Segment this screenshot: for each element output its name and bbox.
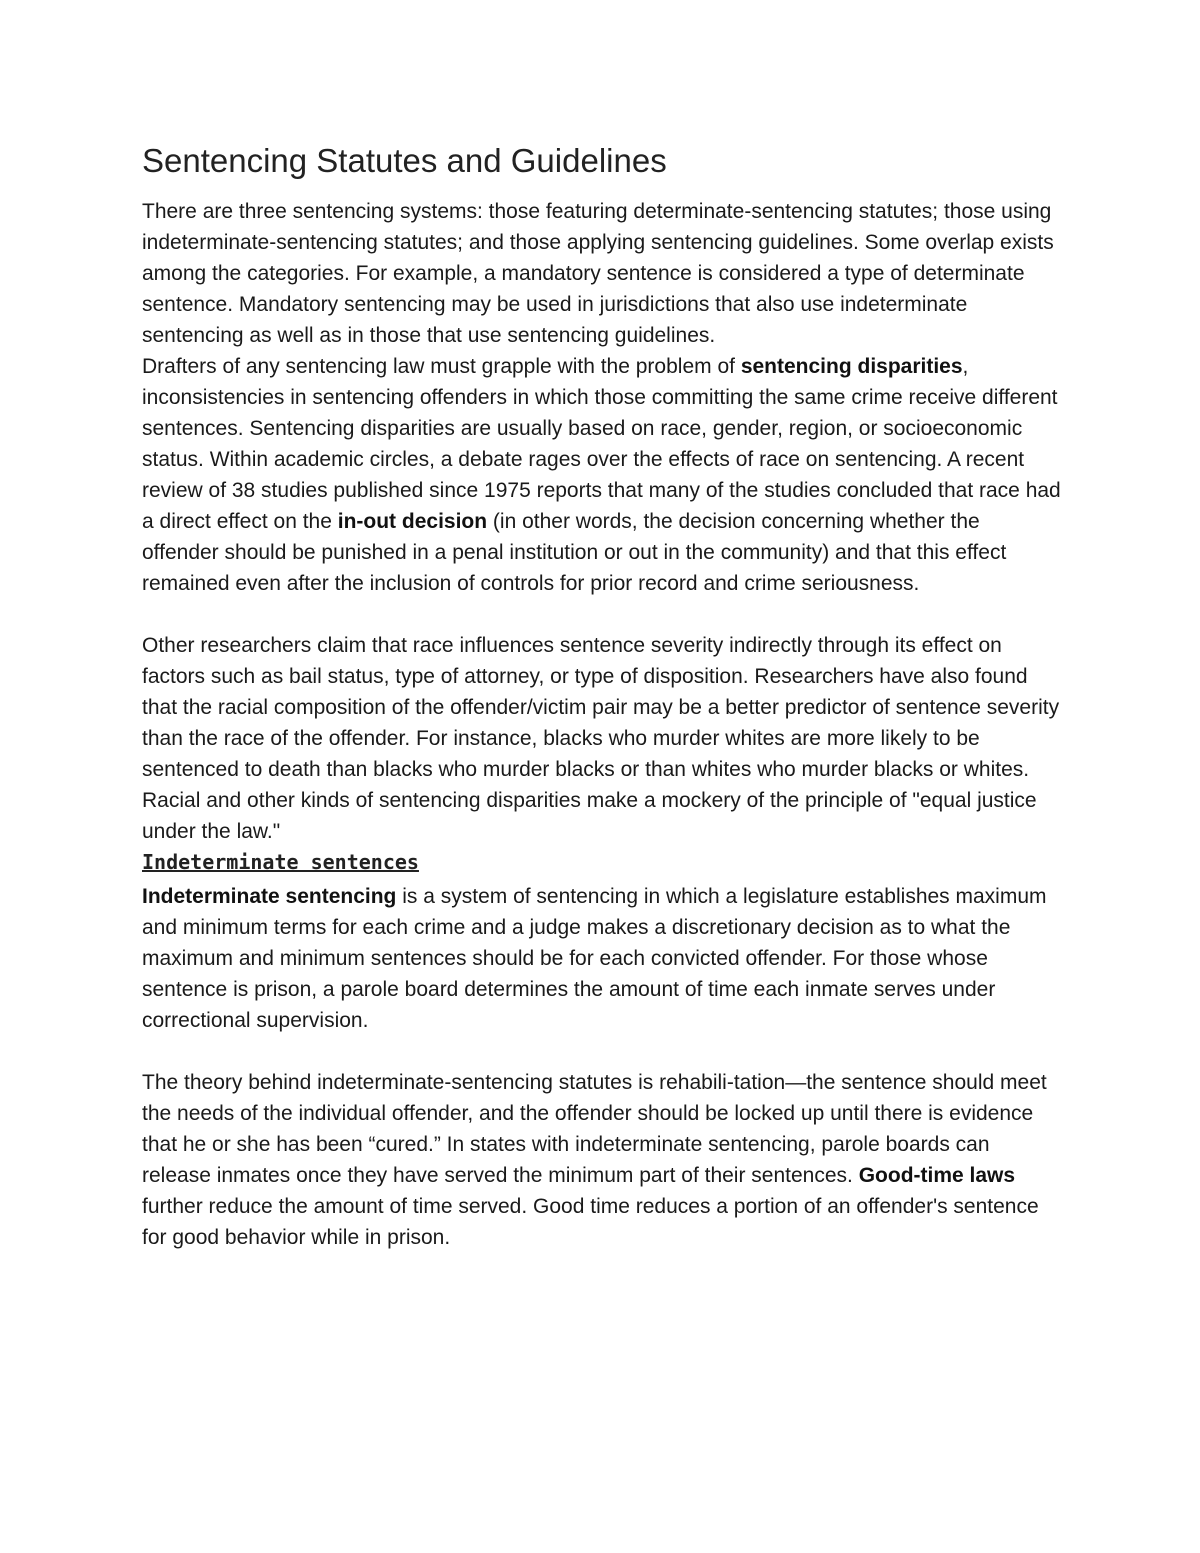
section-heading-indeterminate: Indeterminate sentences: [142, 850, 419, 874]
paragraph-indeterminate-definition: [142, 881, 1062, 1036]
term-sentencing-disparities: sentencing disparities: [740, 355, 963, 378]
paragraph-sentencing-systems: There are three sentencing systems: those featuring determinate-sentencing statutes; those using indeterminate-sentencing statutes; and those applying sentencing guidelines. Some overlap exists among the categories. For example, a mandatory sentence is considered a type of determinate sentence. Mandatory sentencing may be used in jurisdictions that also use indeterminate sentencing as well as in those that use sentencing guidelines.: [142, 200, 1054, 347]
text-run: (in other words, the decision concerning whether the offender should be punished in a penal institution or out in the community) and that this effect remained even after the inclusion of controls for prior record and crime seriousness.: [142, 510, 1007, 595]
term-indeterminate-sentencing: Indeterminate sentencing: [142, 885, 397, 908]
term-good-time-laws: Good-time laws: [858, 1164, 1016, 1187]
term-in-out-decision: in-out decision: [337, 510, 488, 533]
paragraph-race-influence: Other researchers claim that race influences sentence severity indirectly through its effect on factors such as bail status, type of attorney, or type of disposition. Researchers have also found that the racial composition of the offender/victim pair may be a better predictor of sentence severity than the race of the offender. For instance, blacks who murder whites are more likely to be sentenced to death than blacks who murder blacks or than whites who murder blacks or whites. Racial and other kinds of sentencing disparities make a mockery of the principle of "equal justice under the law.": [142, 634, 1060, 843]
paragraph-sentencing-disparities: [142, 351, 1062, 599]
text-run: , inconsistencies in sentencing offenders in which those committing the same crime receive different sentences. Sentencing disparities are usually based on race, gender, region, or socioeconomic status. Within academic circles, a debate rages over the effects of race on sentencing. A recent review of 38 studies published since 1975 reports that many of the studies concluded that race had a direct effect on the: [142, 355, 1061, 533]
paragraph-rehabilitation-theory: [142, 1067, 1062, 1253]
text-run: further reduce the amount of time served. Good time reduces a portion of an offender's sentence for good behavior while in prison.: [142, 1195, 1039, 1249]
document-page: [142, 138, 1062, 1253]
text-run: Drafters of any sentencing law must grapple with the problem of: [142, 355, 741, 378]
document-title: Sentencing Statutes and Guidelines: [142, 142, 667, 179]
text-run: The theory behind indeterminate-sentencing statutes is rehabili-tation—the sentence should meet the needs of the individual offender, and the offender should be locked up until there is evidence that he or she has been “cured.” In states with indeterminate sentencing, parole boards can release inmates once they have served the minimum part of their sentences.: [142, 1071, 1047, 1187]
text-run: is a system of sentencing in which a legislature establishes maximum and minimum terms for each crime and a judge makes a discretionary decision as to what the maximum and minimum sentences should be for each convicted offender. For those whose sentence is prison, a parole board determines the amount of time each inmate serves under correctional supervision.: [142, 885, 1047, 1032]
